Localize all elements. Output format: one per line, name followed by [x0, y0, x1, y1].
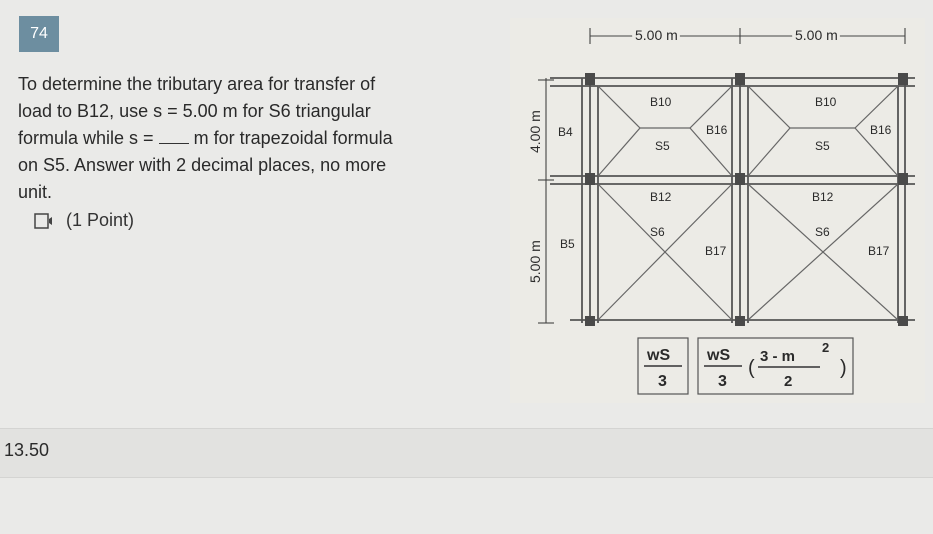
formula2-numerator: wS	[707, 347, 731, 364]
formula1-numerator: wS	[647, 347, 671, 364]
question-text	[18, 71, 488, 206]
label-s5-left: S5	[655, 139, 670, 153]
label-s6-left: S6	[650, 225, 665, 239]
answer-value: 13.50	[4, 440, 50, 460]
dim-top-right: 5.00 m	[795, 27, 838, 43]
formula2-denominator: 3	[718, 373, 727, 390]
formula2-exponent: 2	[822, 340, 830, 355]
formula2-paren-close: )	[840, 357, 847, 379]
answer-input-area[interactable]	[0, 428, 933, 478]
question-line-5: unit.	[18, 182, 53, 202]
question-line-4: on S5. Answer with 2 decimal places, no more	[18, 155, 387, 175]
immersive-reader-icon[interactable]	[34, 211, 56, 231]
label-b12-left: B12	[650, 190, 672, 204]
label-b10-right: B10	[815, 95, 837, 109]
formula2-inner-denominator: 2	[784, 373, 793, 390]
dim-top-left: 5.00 m	[635, 27, 678, 43]
label-b17-left: B17	[705, 244, 727, 258]
question-line-3	[18, 125, 488, 152]
question-line-3-end: m for trapezoidal formula	[193, 128, 393, 148]
label-b16-right: B16	[870, 123, 892, 137]
label-b17-right: B17	[868, 244, 890, 258]
points-row	[34, 210, 134, 231]
question-line-2: load to B12, use s = 5.00 m for S6 triangular	[18, 101, 371, 121]
question-line-1: To determine the tributary area for transfer of	[18, 74, 376, 94]
points-label: (1 Point)	[66, 210, 135, 230]
question-number: 74	[19, 16, 59, 52]
label-b10-left: B10	[650, 95, 672, 109]
formula2-paren-open: (	[748, 357, 755, 379]
dim-left-top: 4.00 m	[527, 110, 543, 153]
label-s5-right: S5	[815, 139, 830, 153]
answer-blank	[159, 129, 189, 144]
question-line-3-start: formula while s =	[18, 128, 154, 148]
label-s6-right: S6	[815, 225, 830, 239]
formula2-inner-numerator: 3 - m	[760, 348, 796, 365]
label-b16-left: B16	[706, 123, 728, 137]
dim-left-bottom: 5.00 m	[527, 240, 543, 283]
beam-layout-figure	[510, 18, 925, 403]
label-b12-right: B12	[812, 190, 834, 204]
label-b5: B5	[560, 237, 575, 251]
formula1-denominator: 3	[658, 373, 667, 390]
label-b4: B4	[558, 125, 573, 139]
